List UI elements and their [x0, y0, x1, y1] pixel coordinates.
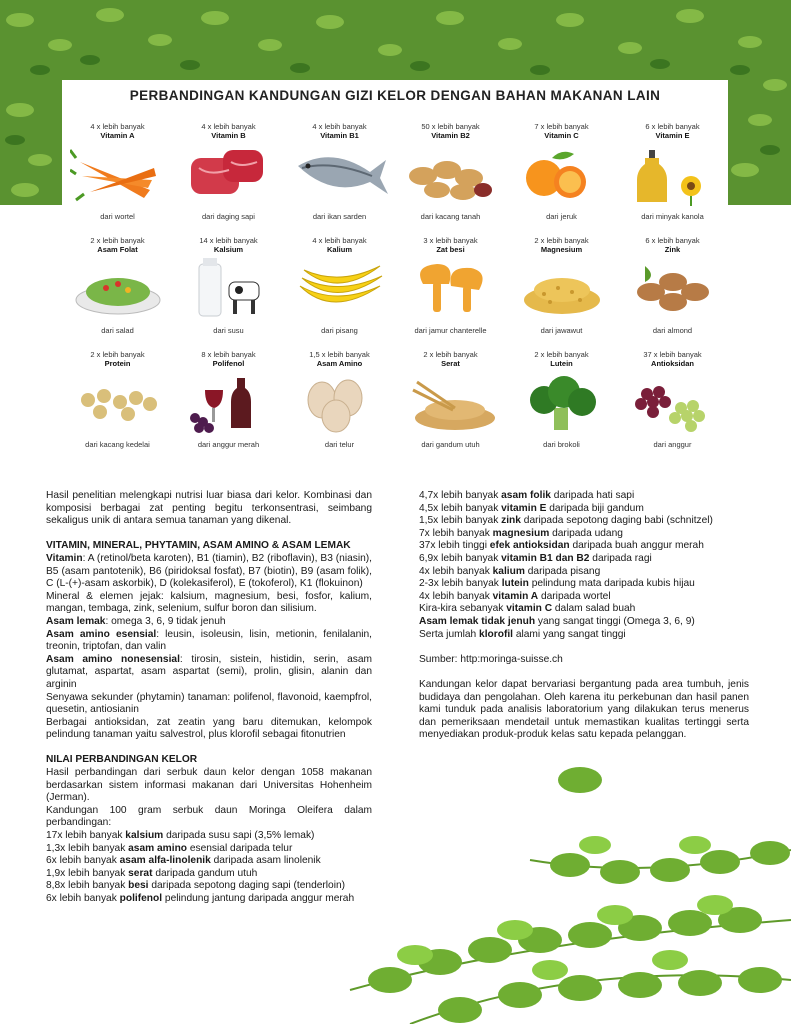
comparison-prefix: 1,5x lebih banyak	[419, 515, 502, 527]
amount-label: 6 x lebih banyak	[645, 236, 700, 245]
amount-label: 6 x lebih banyak	[645, 122, 700, 131]
source-label: dari susu	[213, 326, 244, 335]
comparison-keyword: efek antioksidan	[489, 540, 570, 552]
source-label: dari telur	[324, 440, 355, 449]
comparison-keyword: vitamin B1 dan B2	[501, 552, 590, 564]
vitamin-label: Vitamin	[46, 552, 83, 564]
source-label: dari wortel	[100, 212, 135, 221]
nonessential-amino-text: : tirosin, sistein, histidin, serin, asam glutamat, aspartat, asam aspartat (semi), prolin, glisin, alanin dan arginin	[46, 653, 372, 690]
comparison-item	[46, 880, 372, 893]
comparison-prefix: 6x lebih banyak	[46, 893, 120, 904]
intro-paragraph: Hasil penelitian melengkapi nutrisi luar biasa dari kelor. Kombinasi dan komposisi berbagai zat penting begitu terkonsentrasi, seimbang sekaligus unik di antara semua tanaman yang dikenal.	[46, 490, 372, 527]
comparison-keyword: Asam lemak tidak jenuh	[419, 615, 536, 627]
comparison-prefix: 4,5x lebih banyak	[419, 502, 502, 514]
source-label: dari jamur chanterelle	[414, 326, 487, 335]
moringa-branch-decoration	[330, 740, 791, 1024]
amount-label: 8 x lebih banyak	[201, 350, 256, 359]
peanut-icon	[403, 142, 499, 206]
nutrient-label: Zink	[664, 245, 681, 254]
millet-icon	[514, 256, 610, 320]
red-wine-icon	[181, 370, 277, 434]
nutrient-card	[617, 122, 728, 237]
left-comparison-list	[46, 830, 372, 906]
fatty-acid-text: : omega 3, 6, 9 tidak jenuh	[105, 615, 226, 627]
grapes-icon	[625, 370, 721, 434]
comparison-suffix: daripada susu sapi (3,5% lemak)	[163, 830, 315, 842]
nutrient-label: Vitamin B	[211, 131, 246, 140]
comparison-item	[419, 540, 749, 553]
source-label: dari kacang tanah	[420, 212, 481, 221]
banana-icon	[292, 256, 388, 320]
source-label: dari minyak kanola	[641, 212, 704, 221]
nutrient-label: Vitamin A	[100, 131, 135, 140]
comparison-suffix: daripada wortel	[538, 590, 611, 602]
source-label: dari brokoli	[543, 440, 580, 449]
comparison-prefix: 4x lebih banyak	[419, 590, 493, 602]
comparison-keyword: besi	[128, 880, 149, 892]
broccoli-icon	[514, 370, 610, 434]
almond-icon	[625, 256, 721, 320]
source-label: dari jawawut	[540, 326, 583, 335]
amount-label: 1,5 x lebih banyak	[309, 350, 370, 359]
comparison-suffix: daripada sepotong daging sapi (tenderloin)	[148, 880, 346, 892]
comparison-item	[419, 490, 749, 503]
mushroom-icon	[403, 256, 499, 320]
comparison-keyword: asam amino	[128, 842, 188, 854]
nutrient-card	[395, 350, 506, 465]
source-label: dari ikan sarden	[312, 212, 367, 221]
source-label: dari anggur merah	[197, 440, 260, 449]
comparison-item	[419, 591, 749, 604]
comparison-keyword: kalium	[492, 565, 525, 577]
nutrient-card	[284, 350, 395, 465]
nutrient-card	[62, 122, 173, 237]
comparison-item	[419, 515, 749, 528]
amount-label: 2 x lebih banyak	[423, 350, 478, 359]
comparison-keyword: zink	[501, 515, 521, 527]
amount-label: 2 x lebih banyak	[534, 350, 589, 359]
comparison-item	[46, 843, 372, 856]
source-label: dari kacang kedelai	[85, 440, 150, 449]
nutrient-label: Asam Folat	[97, 245, 138, 254]
nutrient-card	[617, 350, 728, 465]
nutrient-label: Antioksidan	[651, 359, 694, 368]
comparison-suffix: daripada pisang	[524, 565, 601, 577]
essential-amino-label: Asam amino esensial	[46, 628, 157, 640]
amount-label: 37 x lebih banyak	[643, 350, 702, 359]
amount-label: 2 x lebih banyak	[90, 236, 145, 245]
section-heading-comparison: NILAI PERBANDINGAN KELOR	[46, 754, 198, 766]
comparison-prefix: 1,3x lebih banyak	[46, 842, 129, 854]
soybean-icon	[70, 370, 166, 434]
nutrient-label: Vitamin E	[655, 131, 690, 140]
nutrient-card	[506, 236, 617, 351]
right-comparison-list	[419, 490, 749, 641]
source-line: Sumber: http:moringa-suisse.ch	[419, 653, 563, 665]
comparison-item	[46, 855, 372, 868]
comparison-prefix: 6,9x lebih banyak	[419, 552, 502, 564]
amount-label: 7 x lebih banyak	[534, 122, 589, 131]
comparison-keyword: vitamin A	[492, 590, 539, 602]
nutrient-label: Kalsium	[213, 245, 244, 254]
source-label: dari almond	[652, 326, 693, 335]
orange-icon	[514, 142, 610, 206]
comparison-suffix: dalam salad buah	[552, 603, 636, 615]
nutrient-card	[284, 122, 395, 237]
comparison-item	[419, 603, 749, 616]
nutrient-card	[395, 236, 506, 351]
comparison-suffix: daripada udang	[549, 527, 623, 539]
amount-label: 14 x lebih banyak	[199, 236, 258, 245]
comparison-intro-2: Kandungan 100 gram serbuk daun Moringa Oleifera dalam perbandingan:	[46, 804, 372, 829]
comparison-intro: Hasil perbandingan dari serbuk daun kelor dengan 1058 makanan berdasarkan sistem informasi makanan dari Universitas Hohenheim (Jerman).	[46, 767, 372, 804]
secondary-compound-paragraph: Senyawa sekunder (phytamin) tanaman: polifenol, flavonoid, kaempfrol, quesetin, antiosianin	[46, 691, 372, 716]
comparison-suffix: daripada sepotong daging babi (schnitzel)	[520, 515, 713, 527]
comparison-prefix: 6x lebih banyak	[46, 855, 120, 867]
nutrient-card	[62, 350, 173, 465]
comparison-keyword: vitamin C	[506, 603, 553, 615]
comparison-keyword: serat	[128, 867, 153, 879]
comparison-keyword: klorofil	[479, 628, 513, 640]
comparison-prefix: Kira-kira sebanyak	[419, 603, 507, 615]
amount-label: 3 x lebih banyak	[423, 236, 478, 245]
nutrient-card	[173, 122, 284, 237]
comparison-prefix: 1,9x lebih banyak	[46, 867, 129, 879]
fish-icon	[292, 142, 388, 206]
comparison-panel	[62, 80, 728, 472]
fatty-acid-label: Asam lemak	[46, 615, 106, 627]
carrot-icon	[70, 142, 166, 206]
nutrient-card	[617, 236, 728, 351]
nutrient-label: Vitamin B1	[320, 131, 359, 140]
comparison-keyword: asam folik	[501, 490, 551, 501]
nutrient-label: Vitamin C	[544, 131, 579, 140]
essential-amino-paragraph	[46, 629, 372, 654]
comparison-prefix: 7x lebih banyak	[419, 527, 493, 539]
nutrient-label: Vitamin B2	[431, 131, 470, 140]
comparison-suffix: daripada asam linolenik	[210, 855, 321, 867]
comparison-suffix: daripada gandum utuh	[152, 867, 258, 879]
comparison-prefix: 4x lebih banyak	[419, 565, 493, 577]
fatty-acid-paragraph	[46, 616, 372, 629]
page-title: PERBANDINGAN KANDUNGAN GIZI KELOR DENGAN BAHAN MAKANAN LAIN	[129, 88, 661, 103]
source-label: dari gandum utuh	[421, 440, 480, 449]
comparison-suffix: daripada hati sapi	[550, 490, 635, 501]
vitamin-paragraph	[46, 553, 372, 591]
nutrient-label: Kalium	[326, 245, 352, 254]
comparison-item	[46, 893, 372, 906]
comparison-keyword: lutein	[501, 578, 529, 590]
source-label: dari salad	[101, 326, 134, 335]
comparison-item	[46, 868, 372, 881]
nutrient-label: Magnesium	[540, 245, 583, 254]
comparison-prefix: 2-3x lebih banyak	[419, 578, 502, 590]
comparison-prefix: 8,8x lebih banyak	[46, 880, 129, 892]
comparison-item	[419, 616, 749, 629]
comparison-keyword: magnesium	[492, 527, 550, 539]
comparison-prefix: 17x lebih banyak	[46, 830, 126, 842]
comparison-item	[419, 553, 749, 566]
nonessential-amino-label: Asam amino nonesensial	[46, 653, 180, 665]
nutrient-label: Zat besi	[436, 245, 465, 254]
source-label: dari anggur	[653, 440, 692, 449]
nonessential-amino-paragraph	[46, 654, 372, 692]
beef-icon	[181, 142, 277, 206]
nutrient-card	[173, 236, 284, 351]
nutrient-card	[62, 236, 173, 351]
comparison-item	[419, 503, 749, 516]
comparison-item	[419, 528, 749, 541]
nutrient-card	[395, 122, 506, 237]
nutrient-label: Lutein	[550, 359, 573, 368]
comparison-suffix: pelindung jantung daripada anggur merah	[162, 893, 355, 904]
comparison-suffix: pelindung mata daripada kubis hijau	[528, 578, 695, 590]
comparison-item	[46, 830, 372, 843]
milk-cow-icon	[181, 256, 277, 320]
amount-label: 4 x lebih banyak	[312, 236, 367, 245]
nutrient-card	[506, 122, 617, 237]
wheat-icon	[403, 370, 499, 434]
comparison-keyword: polifenol	[119, 893, 163, 904]
comparison-suffix: daripada biji gandum	[546, 502, 644, 514]
amount-label: 50 x lebih banyak	[421, 122, 480, 131]
amount-label: 4 x lebih banyak	[201, 122, 256, 131]
essential-amino-text: : leusin, isoleusin, lisin, metionin, fenilalanin, treonin, triptofan, dan valin	[46, 628, 373, 653]
comparison-suffix: daripada ragi	[589, 552, 652, 564]
comparison-suffix: esensial daripada telur	[187, 842, 293, 854]
comparison-prefix: Serta jumlah	[419, 628, 480, 640]
comparison-item	[419, 566, 749, 579]
nutrient-label: Serat	[441, 359, 460, 368]
antioxidant-paragraph: Berbagai antioksidan, zat zeatin yang baru ditemukan, kelompok pelindung tanaman yaitu salvestrol, plus klorofil sebagai fitonutrien	[46, 716, 372, 741]
amount-label: 4 x lebih banyak	[312, 122, 367, 131]
egg-icon	[292, 370, 388, 434]
comparison-item	[419, 629, 749, 642]
vitamin-text: : A (retinol/beta karoten), B1 (tiamin), B2 (riboflavin), B3 (niasin), B5 (asam pantotenik), B6 (piridoksal fosfat), B7 (biotin), B9 (asam folik), C (L-(+)-asam askorbik), D (kolekasiferol), E (tokoferol), K1 (flokuinon)	[46, 552, 372, 590]
source-label: dari daging sapi	[202, 212, 255, 221]
nutrient-label: Asam Amino	[316, 359, 363, 368]
comparison-suffix: alami yang sangat tinggi	[513, 628, 626, 640]
salad-icon	[70, 256, 166, 320]
nutrient-label: Polifenol	[212, 359, 245, 368]
nutrient-card	[173, 350, 284, 465]
oil-bottle-icon	[625, 142, 721, 206]
leaf-branch-icon	[330, 740, 791, 1024]
left-column	[46, 490, 372, 906]
comparison-keyword: asam alfa-linolenik	[119, 855, 211, 867]
comparison-item	[419, 578, 749, 591]
amount-label: 2 x lebih banyak	[534, 236, 589, 245]
nutrient-card	[506, 350, 617, 465]
amount-label: 2 x lebih banyak	[90, 350, 145, 359]
right-column	[419, 490, 749, 742]
comparison-keyword: vitamin E	[501, 502, 547, 514]
comparison-suffix: daripada buah anggur merah	[569, 540, 704, 552]
nutrient-label: Protein	[104, 359, 131, 368]
comparison-keyword: kalsium	[125, 830, 164, 842]
source-label: dari jeruk	[546, 212, 577, 221]
comparison-suffix: yang sangat tinggi (Omega 3, 6, 9)	[535, 615, 695, 627]
source-label: dari pisang	[321, 326, 358, 335]
comparison-prefix: 4,7x lebih banyak	[419, 490, 502, 501]
amount-label: 4 x lebih banyak	[90, 122, 145, 131]
nutrient-card	[284, 236, 395, 351]
comparison-prefix: 37x lebih tinggi	[419, 540, 490, 552]
closing-paragraph: Kandungan kelor dapat bervariasi bergantung pada area tumbuh, jenis budidaya dan pengolahan. Oleh karena itu perkebunan dan hasil panen kami tunduk pada analisis laboratorium yang dilakukan terus menerus dan pemeriksaan mendetail untuk memastikan kualitas tertinggi serta menyediakan produk-produk kelas satu kepada pelanggan.	[419, 678, 749, 741]
mineral-paragraph: Mineral & elemen jejak: kalsium, magnesium, besi, fosfor, kalium, mangan, tembaga, zink, selenium, sulfur boron dan silisium.	[46, 590, 372, 615]
section-heading-nutrients: VITAMIN, MINERAL, PHYTAMIN, ASAM AMINO & ASAM LEMAK	[46, 540, 351, 552]
